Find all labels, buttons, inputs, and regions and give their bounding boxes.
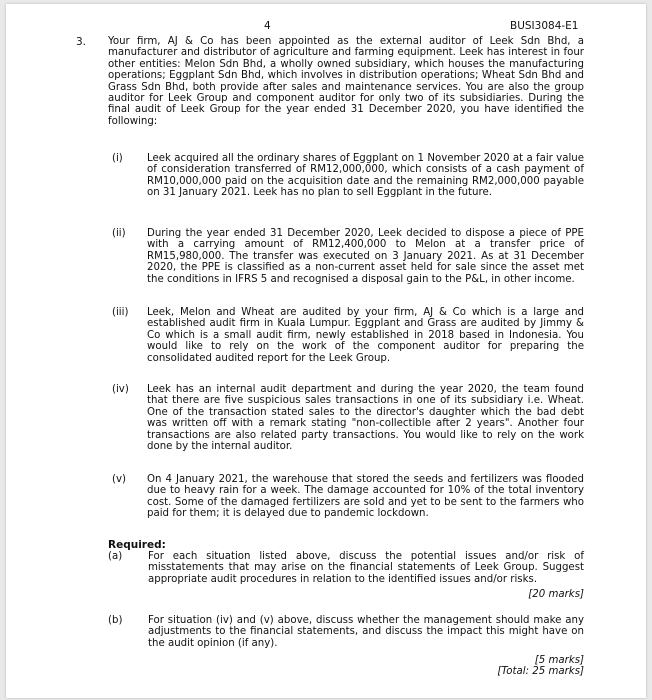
required-part-a — [108, 551, 584, 585]
total-marks: [Total: 25 marks] — [497, 666, 584, 677]
situation-label: (iv) — [112, 384, 129, 395]
situation-text: Leek has an internal audit department and during the year 2020, the team found that there are five suspicious sales transactions in one of its subsidiary i.e. Wheat. One of the transaction stated sales to the director's daughter which the bad debt was written off with a remark stating "non-collectible after 2 years". Another four transactions are also related party transactions. You would like to rely on the work done by the internal auditor. — [147, 384, 584, 453]
part-label: (b) — [108, 615, 123, 626]
required-part-b — [108, 615, 584, 649]
course-code: BUSI3084-E1 — [510, 20, 579, 32]
question-number: 3. — [76, 36, 87, 48]
situation-item-iii — [112, 307, 584, 364]
part-label: (a) — [108, 551, 123, 562]
situation-item-iv — [112, 384, 584, 452]
page-number: 4 — [264, 20, 271, 32]
situation-label: (i) — [112, 153, 123, 164]
situation-text: During the year ended 31 December 2020, Leek decided to dispose a piece of PPE with a carrying amount of RM12,400,000 to Melon at a transfer price of RM15,980,000. The transfer was executed on 3 January 2021. As at 31 December 2020, the PPE is classified as a non-current asset held for sale since the asset met the conditions in IFRS 5 and recognised a disposal gain to the P&L, in other income. — [147, 228, 584, 285]
situation-item-v — [112, 474, 584, 520]
part-text: For situation (iv) and (v) above, discuss whether the management should make any adjustments to the financial statements, and discuss the impact this might have on the audit opinion (if any). — [148, 615, 584, 649]
situation-text: Leek, Melon and Wheat are audited by your firm, AJ & Co which is a large and established audit firm in Kuala Lumpur. Eggplant and Grass are audited by Jimmy & Co which is a small audit firm, newly established in 2018 based in Indonesia. You would like to rely on the work of the component auditor for preparing the consolidated audited report for the Leek Group. — [147, 307, 584, 364]
required-heading: Required: — [108, 539, 166, 551]
exam-page — [6, 4, 646, 698]
situation-label: (ii) — [112, 228, 126, 239]
part-b-marks: [5 marks] — [534, 655, 584, 666]
situation-item-ii — [112, 228, 584, 285]
situation-item-i — [112, 153, 584, 199]
situation-text: Leek acquired all the ordinary shares of Eggplant on 1 November 2020 at a fair value of consideration transferred of RM12,000,000, which consists of a cash payment of RM10,000,000 paid on the acquisition date and the remaining RM2,000,000 payable on 31 January 2021. Leek has no plan to sell Eggplant in the future. — [147, 153, 584, 199]
part-text: For each situation listed above, discuss the potential issues and/or risk of misstatements that may arise on the financial statements of Leek Group. Suggest appropriate audit procedures in relation to the identified issues and/or risks. — [148, 551, 584, 585]
situation-label: (iii) — [112, 307, 129, 318]
question-intro: Your firm, AJ & Co has been appointed as the external auditor of Leek Sdn Bhd, a manufacturer and distributor of agriculture and farming equipment. Leek has interest in four other entities: Melon Sdn Bhd, a wholly owned subsidiary, which houses the manufacturing operations; Eggplant Sdn Bhd, which involves in distribution operations; Wheat Sdn Bhd and Grass Sdn Bhd, both provide after sales and maintenance services. You are also the group auditor for Leek Group and component auditor for only two of its subsidiaries. During the final audit of Leek Group for the year ended 31 December 2020, you have identified the following: — [108, 36, 584, 127]
part-a-marks: [20 marks] — [528, 589, 584, 600]
situation-text: On 4 January 2021, the warehouse that stored the seeds and fertilizers was flooded due to heavy rain for a week. The damage accounted for 10% of the total inventory cost. Some of the damaged fertilizers are sold and yet to be sent to the farmers who paid for them; it is delayed due to pandemic lockdown. — [147, 474, 584, 520]
situation-label: (v) — [112, 474, 126, 485]
